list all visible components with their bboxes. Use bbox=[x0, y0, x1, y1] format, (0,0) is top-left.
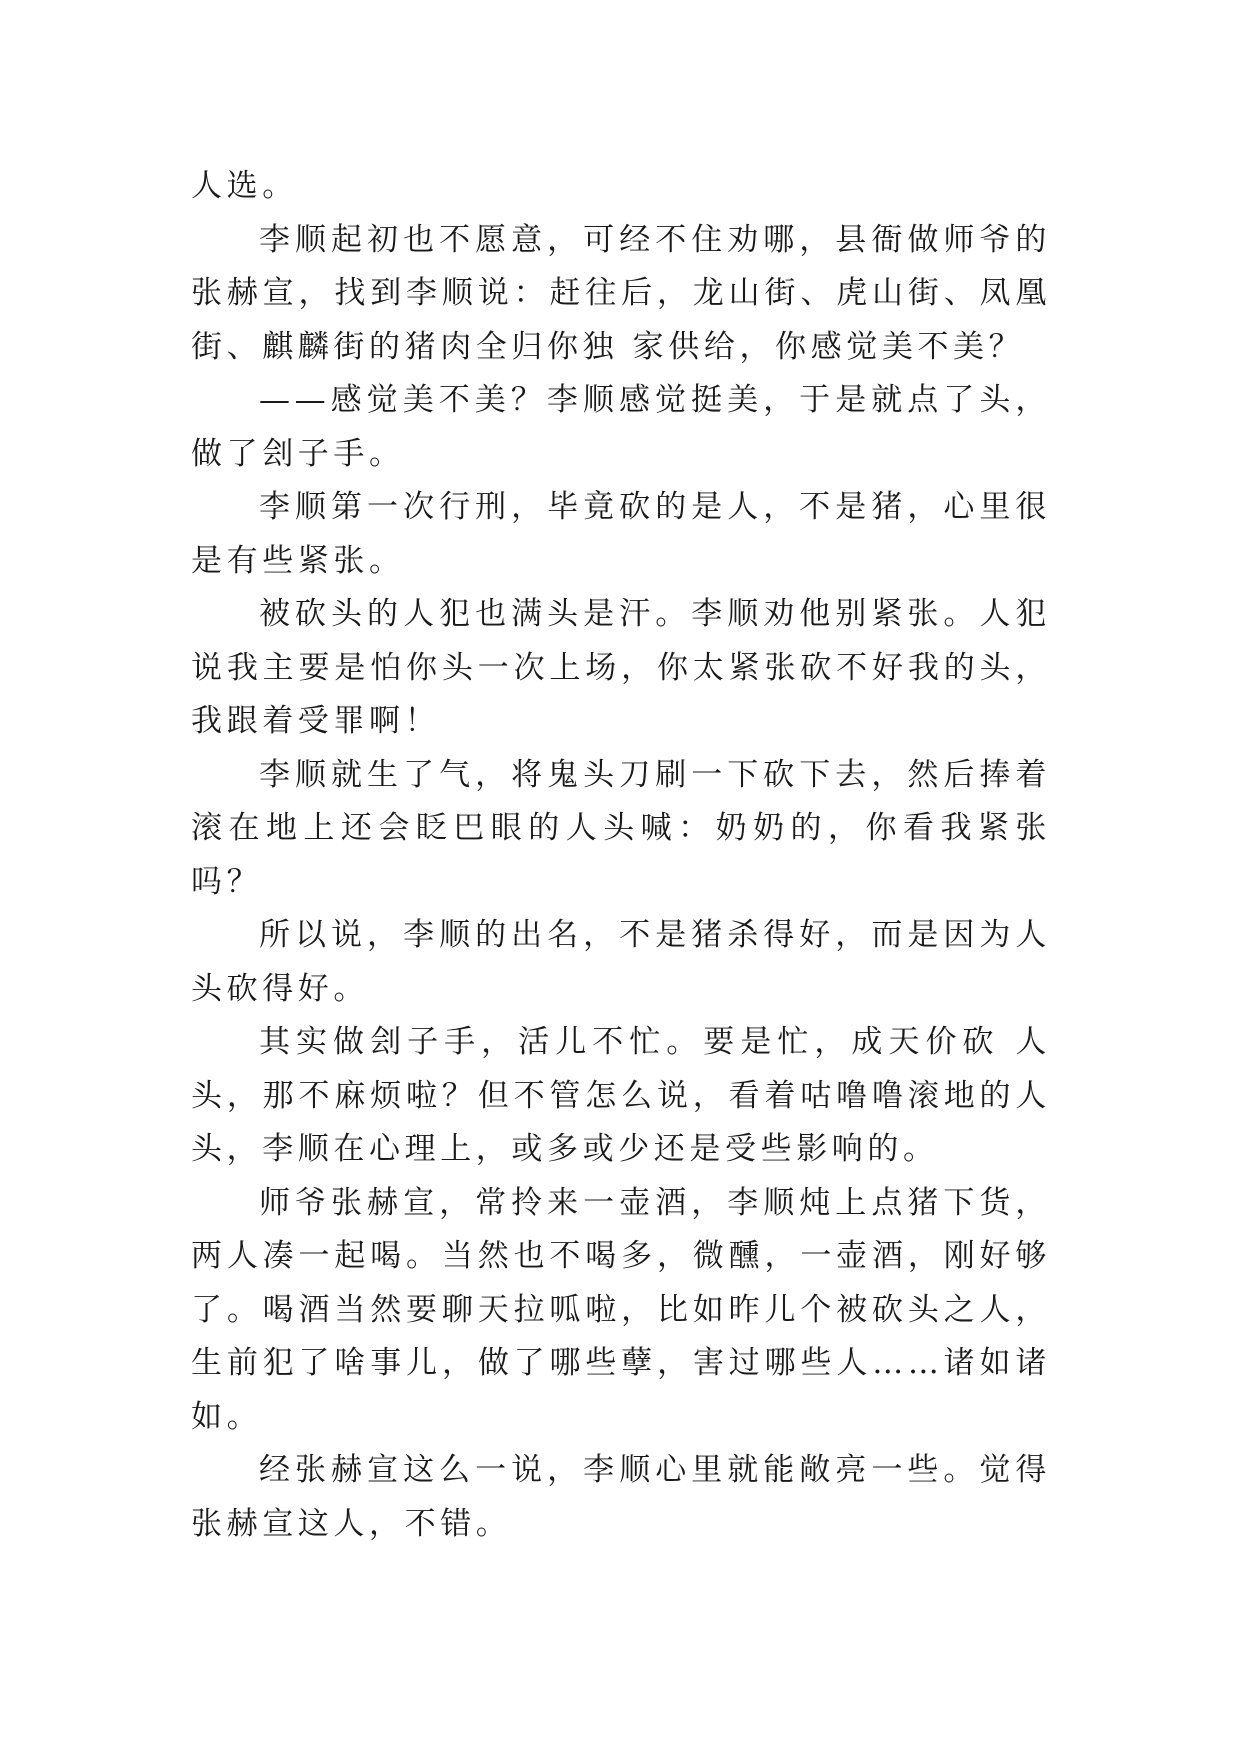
paragraph: 所以说，李顺的出名，不是猪杀得好，而是因为人头砍得好。 bbox=[191, 917, 1051, 1007]
paragraph: 李顺就生了气，将鬼头刀刷一下砍下去，然后捧着滚在地上还会眨巴眼的人头喊：奶奶的，你看我紧张吗？ bbox=[191, 756, 1051, 900]
paragraph: 其实做刽子手，活儿不忙。要是忙，成天价砍 人头，那不麻烦啦？但不管怎么说，看着咕噜噜滚地的人头，李顺在心理上，或多或少还是受些影响的。 bbox=[191, 1024, 1051, 1167]
document-page bbox=[191, 160, 1051, 1551]
paragraph: 经张赫宣这么一说，李顺心里就能敞亮一些。觉得张赫宣这人，不错。 bbox=[191, 1452, 1051, 1542]
paragraph: ——感觉美不美？李顺感觉挺美，于是就点了头，做了刽子手。 bbox=[191, 382, 1051, 472]
paragraph: 李顺第一次行刑，毕竟砍的是人，不是猪，心里很是有些紧张。 bbox=[191, 489, 1051, 579]
paragraph-continuation: 人选。 bbox=[191, 168, 298, 204]
paragraph: 李顺起初也不愿意，可经不住劝哪，县衙做师爷的张赫宣，找到李顺说：赶往后，龙山街、虎山街、凤凰街、麒麟街的猪肉全归你独 家供给，你感觉美不美？ bbox=[191, 221, 1051, 365]
paragraph: 师爷张赫宣，常拎来一壶酒，李顺炖上点猪下货，两人凑一起喝。当然也不喝多，微醺，一壶酒，刚好够了。喝酒当然要聊天拉呱啦，比如昨儿个被砍头之人，生前犯了啥事儿，做了哪些孽，害过哪些人……诸如诸如。 bbox=[191, 1184, 1051, 1435]
paragraph: 被砍头的人犯也满头是汗。李顺劝他别紧张。人犯说我主要是怕你头一次上场，你太紧张砍不好我的头，我跟着受罪啊！ bbox=[191, 596, 1051, 739]
